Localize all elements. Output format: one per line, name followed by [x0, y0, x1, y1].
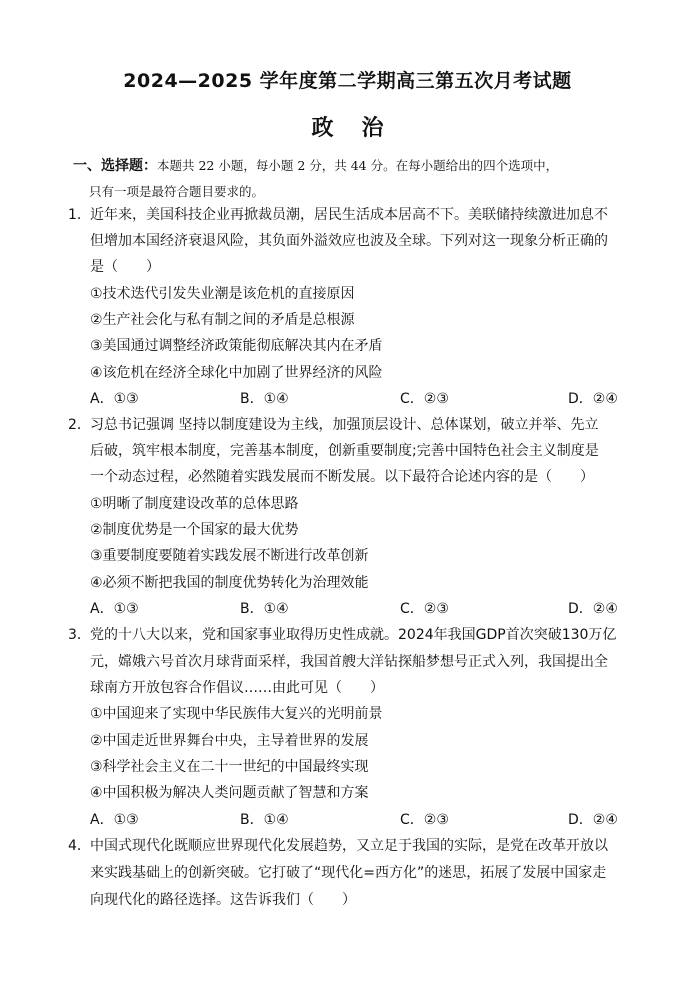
statement: ③重要制度要随着实践发展不断进行改革创新 [90, 548, 369, 564]
question-stem-line: 但增加本国经济衰退风险，其负面外溢效应也波及全球。下列对这一现象分析正确的 [90, 233, 608, 249]
question-stem-line: 来实践基础上的创新突破。它打破了“现代化=西方化”的迷思，拓展了发展中国家走 [90, 865, 607, 881]
question-stem-line: 党的十八大以来，党和国家事业取得历史性成就。2024年我国GDP首次突破130万亿 [90, 627, 617, 643]
statement: ④必须不断把我国的制度优势转化为治理效能 [90, 575, 369, 591]
option-c: C．②③ [400, 391, 449, 407]
option-a: A．①③ [90, 812, 139, 828]
section-label: 一、选择题： [73, 158, 157, 174]
option-b: B．①④ [240, 601, 289, 617]
option-b: B．①④ [240, 812, 289, 828]
question-stem-line: 球南方开放包容合作倡议……由此可见（ ） [90, 680, 384, 696]
option-c: C．②③ [400, 812, 449, 828]
question-number: 4． [68, 838, 91, 854]
question-number: 2． [68, 417, 91, 433]
question-number: 3． [68, 627, 91, 643]
answer-options [90, 390, 640, 408]
subject-title: 政治 [311, 116, 412, 141]
statement: ④该危机在经济全球化中加剧了世界经济的风险 [90, 365, 383, 381]
statement: ①中国迎来了实现中华民族伟大复兴的光明前景 [90, 706, 383, 722]
statement: ③科学社会主义在二十一世纪的中国最终实现 [90, 759, 369, 775]
answer-options [90, 811, 640, 829]
section-line-2: 只有一项是最符合题目要求的。 [89, 184, 265, 199]
option-a: A．①③ [90, 391, 139, 407]
question-stem-line: 元，嫦娥六号首次月球背面采样，我国首艘大洋钻探船梦想号正式入列，我国提出全 [90, 654, 608, 670]
statement: ③美国通过调整经济政策能彻底解决其内在矛盾 [90, 338, 383, 354]
option-d: D．②④ [568, 812, 618, 828]
option-d: D．②④ [568, 391, 618, 407]
question-stem-line: 是（ ） [90, 259, 160, 275]
section-line-1: 本题共 22 小题，每小题 2 分，共 44 分。在每小题给出的四个选项中， [157, 158, 559, 173]
question-stem-line: 向现代化的路径选择。这告诉我们（ ） [90, 892, 356, 908]
question-stem-line: 后破，筑牢根本制度，完善基本制度，创新重要制度;完善中国特色社会主义制度是 [90, 443, 599, 459]
question-stem-line: 中国式现代化既顺应世界现代化发展趋势，又立足于我国的实际，是党在改革开放以 [90, 838, 608, 854]
section-instructions [73, 153, 633, 205]
statement: ②制度优势是一个国家的最大优势 [90, 522, 299, 538]
statement: ②中国走近世界舞台中央，主导着世界的发展 [90, 733, 369, 749]
answer-options [90, 600, 640, 618]
option-d: D．②④ [568, 601, 618, 617]
option-c: C．②③ [400, 601, 449, 617]
statement: ②生产社会化与私有制之间的矛盾是总根源 [90, 312, 355, 328]
exam-title: 2024—2025 学年度第二学期高三第五次月考试题 [123, 70, 572, 92]
statement: ④中国积极为解决人类问题贡献了智慧和方案 [90, 785, 369, 801]
question-stem-line: 近年来，美国科技企业再掀裁员潮，居民生活成本居高不下。美联储持续激进加息不 [90, 207, 608, 223]
option-a: A．①③ [90, 601, 139, 617]
question-stem-line: 习总书记强调 坚持以制度建设为主线，加强顶层设计、总体谋划，破立并举、先立 [90, 417, 599, 433]
question-stem-line: 一个动态过程，必然随着实践发展而不断发展。以下最符合论述内容的是（ ） [90, 469, 594, 485]
statement: ①技术迭代引发失业潮是该危机的直接原因 [90, 286, 355, 302]
statement: ①明晰了制度建设改革的总体思路 [90, 496, 299, 512]
question-number: 1． [68, 207, 91, 223]
option-b: B．①④ [240, 391, 289, 407]
